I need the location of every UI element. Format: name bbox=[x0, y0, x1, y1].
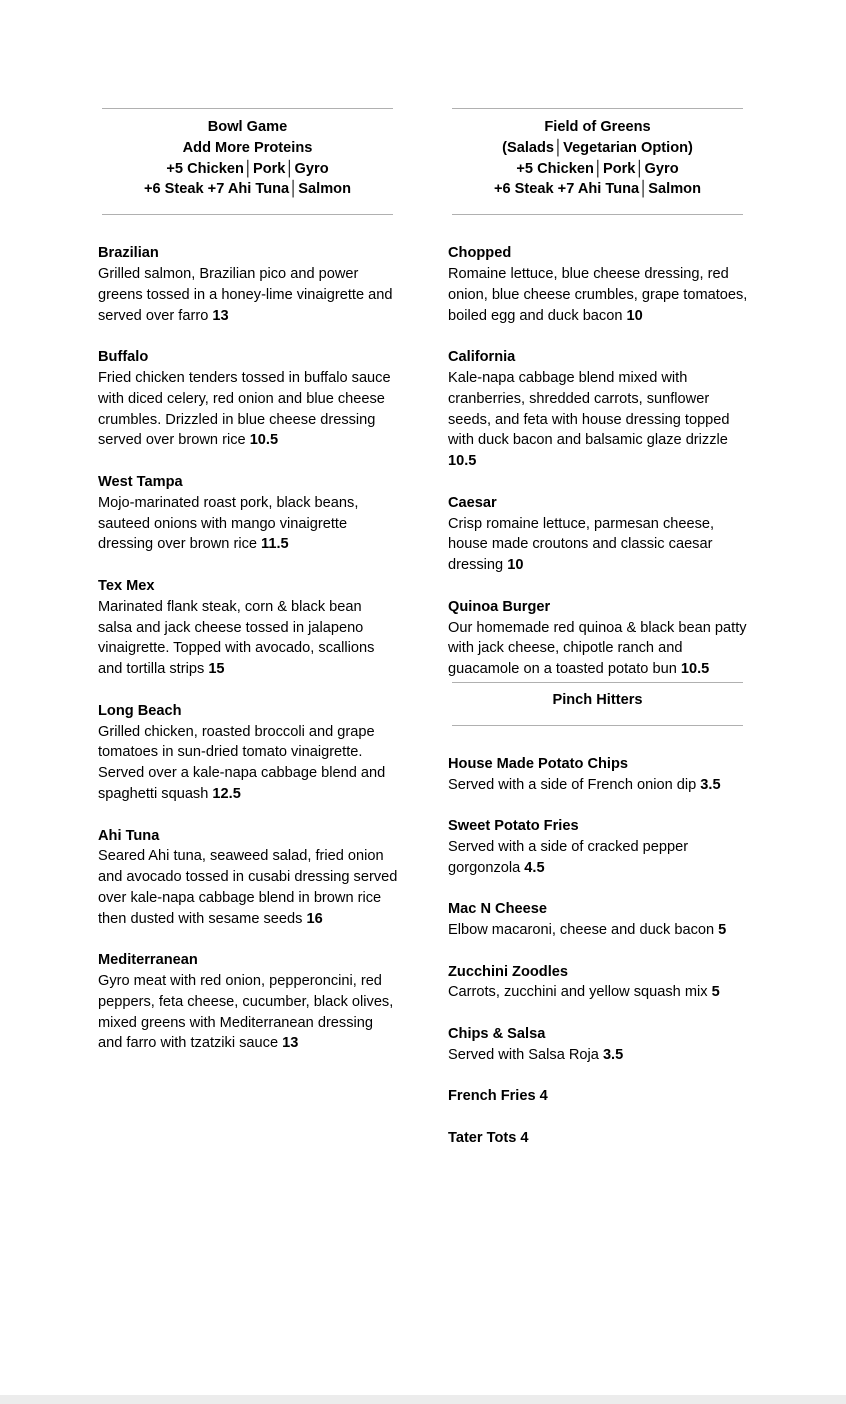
salad-items-list bbox=[448, 243, 748, 680]
menu-item-description: Mojo-marinated roast pork, black beans, sauteed onions with mango vinaigrette dressing over brown rice bbox=[98, 494, 359, 553]
bottom-scroll-strip bbox=[0, 1395, 846, 1404]
menu-item-name: Caesar bbox=[448, 494, 497, 511]
menu-item-name: Buffalo bbox=[98, 349, 149, 366]
menu-item-description: Fried chicken tenders tossed in buffalo sauce with diced celery, red onion and blue cheese crumbles. Drizzled in blue cheese dressing served over brown rice bbox=[98, 369, 391, 449]
menu-item bbox=[448, 1024, 748, 1066]
menu-item-description: Grilled chicken, roasted broccoli and grape tomatoes in sun-dried tomato vinaigrette. Served over a kale-napa cabbage blend and spaghetti squash bbox=[98, 723, 386, 802]
menu-item-description: Kale-napa cabbage blend mixed with cranberries, shredded carrots, sunflower seeds, and feta with house dressing topped with duck bacon and balsamic glaze drizzle bbox=[448, 369, 730, 449]
menu-item-name: Ahi Tuna bbox=[98, 827, 160, 844]
menu-item-description: Marinated flank steak, corn & black bean salsa and jack cheese tossed in jalapeno vinaigrette. Topped with avocado, scallions and tortilla strips bbox=[98, 598, 375, 678]
section-title: Field of Greens bbox=[544, 119, 651, 135]
menu-item-price: 4.5 bbox=[524, 859, 545, 876]
menu-item-price: 12.5 bbox=[212, 785, 241, 802]
menu-item bbox=[98, 576, 398, 680]
menu-item bbox=[448, 962, 748, 1004]
menu-item bbox=[98, 347, 398, 451]
menu-item-price: 10.5 bbox=[448, 453, 477, 470]
menu-item-name: Brazilian bbox=[98, 245, 159, 262]
menu-item-price: 5 bbox=[711, 984, 720, 1001]
section-subtitle: Add More Proteins bbox=[182, 139, 313, 156]
menu-item-description: Gyro meat with red onion, pepperoncini, red peppers, feta cheese, cucumber, black olives, mixed greens with Mediterranean dressing and farro with tzatziki sauce bbox=[98, 973, 394, 1052]
menu-item-description: Served with Salsa Roja bbox=[448, 1046, 603, 1063]
menu-item-name: French Fries 4 bbox=[448, 1088, 548, 1105]
section-title: Bowl Game bbox=[207, 119, 288, 135]
menu-item-price: 16 bbox=[306, 910, 323, 927]
menu-item bbox=[448, 597, 748, 680]
protein-addon-line: +6 Steak +7 Ahi Tuna│Salmon bbox=[493, 181, 701, 198]
menu-item-price: 10.5 bbox=[249, 432, 279, 449]
menu-item-price: 11.5 bbox=[261, 536, 289, 553]
menu-item-name: Mac N Cheese bbox=[448, 901, 547, 918]
menu-item-name: West Tampa bbox=[98, 473, 183, 490]
field-of-greens-header bbox=[452, 108, 743, 215]
menu-item bbox=[448, 1128, 748, 1149]
bowl-items-list bbox=[98, 243, 398, 1054]
pinch-hitters-header: Pinch Hitters bbox=[452, 682, 743, 726]
menu-item-name: Quinoa Burger bbox=[448, 598, 551, 615]
menu-item bbox=[98, 472, 398, 555]
bowl-game-column bbox=[98, 108, 398, 1075]
menu-item bbox=[98, 243, 398, 326]
section-subtitle: (Salads│Vegetarian Option) bbox=[502, 139, 693, 156]
menu-item-name: Long Beach bbox=[98, 702, 182, 719]
menu-item-price: 10 bbox=[626, 307, 643, 324]
menu-item-description: Our homemade red quinoa & black bean patty with jack cheese, chipotle ranch and guacamole on a toasted potato bun bbox=[448, 619, 747, 678]
menu-item-name: Chopped bbox=[448, 245, 512, 262]
menu-item bbox=[448, 754, 748, 796]
menu-item-description: Grilled salmon, Brazilian pico and power greens tossed in a honey-lime vinaigrette and served over farro bbox=[98, 265, 393, 324]
menu-item-description: Seared Ahi tuna, seaweed salad, fried onion and avocado tossed in cusabi dressing served over kale-napa cabbage blend in brown rice then dusted with sesame seeds bbox=[98, 848, 398, 927]
menu-item-name: Tex Mex bbox=[98, 577, 155, 594]
menu-item bbox=[448, 1086, 748, 1107]
menu-item bbox=[448, 899, 748, 941]
menu-item-description: Carrots, zucchini and yellow squash mix bbox=[448, 984, 712, 1001]
menu-item-name: Chips & Salsa bbox=[448, 1026, 546, 1043]
menu-item bbox=[98, 950, 398, 1054]
menu-item bbox=[98, 826, 398, 930]
protein-addon-line: +6 Steak +7 Ahi Tuna│Salmon bbox=[143, 181, 351, 198]
menu-item bbox=[98, 701, 398, 805]
menu-item-name: Zucchini Zoodles bbox=[448, 963, 568, 980]
menu-item-name: Sweet Potato Fries bbox=[448, 818, 579, 835]
menu-item-description: Elbow macaroni, cheese and duck bacon bbox=[448, 922, 719, 939]
protein-addon-line: +5 Chicken│Pork│Gyro bbox=[166, 160, 329, 177]
field-of-greens-column bbox=[448, 108, 748, 1170]
menu-item bbox=[448, 816, 748, 878]
menu-item bbox=[448, 493, 748, 576]
menu-item-name: House Made Potato Chips bbox=[448, 755, 629, 772]
menu-item-price: 10.5 bbox=[680, 661, 710, 678]
menu-item-description: Served with a side of cracked pepper gorgonzola bbox=[448, 838, 689, 876]
menu-item bbox=[448, 243, 748, 326]
menu-item-price: 13 bbox=[282, 1035, 299, 1052]
pinch-hitters-list bbox=[448, 754, 748, 1149]
menu-item-price: 3.5 bbox=[700, 776, 721, 793]
menu-item-price: 3.5 bbox=[602, 1046, 624, 1063]
protein-addon-line: +5 Chicken│Pork│Gyro bbox=[516, 160, 679, 177]
bowl-game-header bbox=[102, 108, 393, 215]
menu-item-description: Crisp romaine lettuce, parmesan cheese, house made croutons and classic caesar dressing bbox=[448, 515, 715, 574]
menu-item-description: Romaine lettuce, blue cheese dressing, red onion, blue cheese crumbles, grape tomatoes, boiled egg and duck bacon bbox=[448, 265, 748, 324]
menu-item-name: California bbox=[448, 349, 516, 366]
menu-item-description: Served with a side of French onion dip bbox=[448, 776, 701, 793]
menu-item-price: 13 bbox=[212, 307, 229, 324]
menu-item-price: 15 bbox=[208, 661, 225, 678]
menu-item-name: Tater Tots 4 bbox=[448, 1130, 529, 1147]
menu-item bbox=[448, 347, 748, 472]
menu-item-price: 10 bbox=[507, 557, 524, 574]
menu-item-price: 5 bbox=[718, 922, 727, 939]
menu-item-name: Mediterranean bbox=[98, 952, 198, 969]
